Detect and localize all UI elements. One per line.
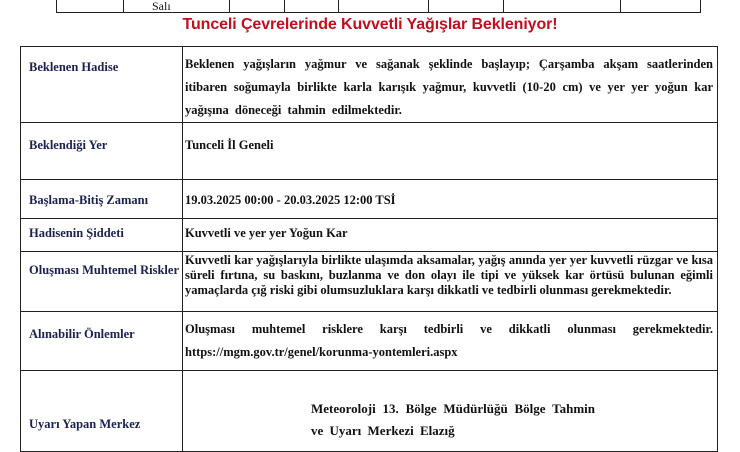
row-label: Hadisenin Şiddeti xyxy=(21,219,183,252)
schedule-cell xyxy=(621,0,701,12)
row-label: Alınabilir Önlemler xyxy=(21,312,183,371)
row-value: Meteoroloji 13. Bölge Müdürlüğü Bölge Tahmin ve Uyarı Merkezi Elazığ xyxy=(183,371,718,452)
row-label: Başlama-Bitiş Zamanı xyxy=(21,180,183,219)
precautions-link[interactable]: https://mgm.gov.tr/genel/korunma-yontemleri.aspx xyxy=(185,345,458,359)
table-row-start-end-time xyxy=(21,180,718,219)
schedule-cell xyxy=(504,0,621,12)
table-row-precautions xyxy=(21,312,718,371)
row-value xyxy=(183,312,718,371)
row-label: Oluşması Muhtemel Riskler xyxy=(21,252,183,312)
table-row-possible-risks xyxy=(21,252,718,312)
warning-heading: Tunceli Çevrelerinde Kuvvetli Yağışlar Bekleniyor! xyxy=(182,16,558,33)
schedule-cell xyxy=(57,0,124,12)
precautions-text: Oluşması muhtemel risklere karşı tedbirli ve dikkatli olunması gerekmektedir. xyxy=(185,322,713,336)
warning-details-table xyxy=(20,46,718,452)
schedule-cell xyxy=(230,0,285,12)
row-value: Beklenen yağışların yağmur ve sağanak şeklinde başlayıp; Çarşamba akşam saatlerinden itibaren soğumayla birlikte karla karışık yağmur, kuvvetli (10-20 cm) ve yer yer yoğun kar yağışına döneceği tahmin edilmektedir. xyxy=(183,47,718,123)
row-label: Uyarı Yapan Merkez xyxy=(21,371,183,452)
row-label: Beklenen Hadise xyxy=(21,47,183,123)
schedule-table-fragment xyxy=(56,0,701,13)
schedule-cell xyxy=(429,0,504,12)
table-row-expected-location xyxy=(21,123,718,180)
table-row-issuing-center xyxy=(21,371,718,452)
row-label: Beklendiği Yer xyxy=(21,123,183,180)
schedule-cell-day: Salı xyxy=(124,0,230,12)
row-value: Kuvvetli kar yağışlarıyla birlikte ulaşımda aksamalar, yağış anında yer yer kuvvetli rüzgar ve kısa süreli fırtına, su baskını, buzlanma ve don olayı ile tipi ve yüksek kar örtüsü bulunan eğimli yamaçlarda çığ riski gibi olumsuzluklara karşı dikkatli ve tedbirli olunması gerekmektedir. xyxy=(183,252,718,312)
row-value: Kuvvetli ve yer yer Yoğun Kar xyxy=(183,219,718,252)
schedule-cell xyxy=(339,0,429,12)
row-value: 19.03.2025 00:00 - 20.03.2025 12:00 TSİ xyxy=(183,180,718,219)
table-row-expected-event xyxy=(21,47,718,123)
schedule-cell xyxy=(285,0,339,12)
row-value: Tunceli İl Geneli xyxy=(183,123,718,180)
table-row-severity xyxy=(21,219,718,252)
